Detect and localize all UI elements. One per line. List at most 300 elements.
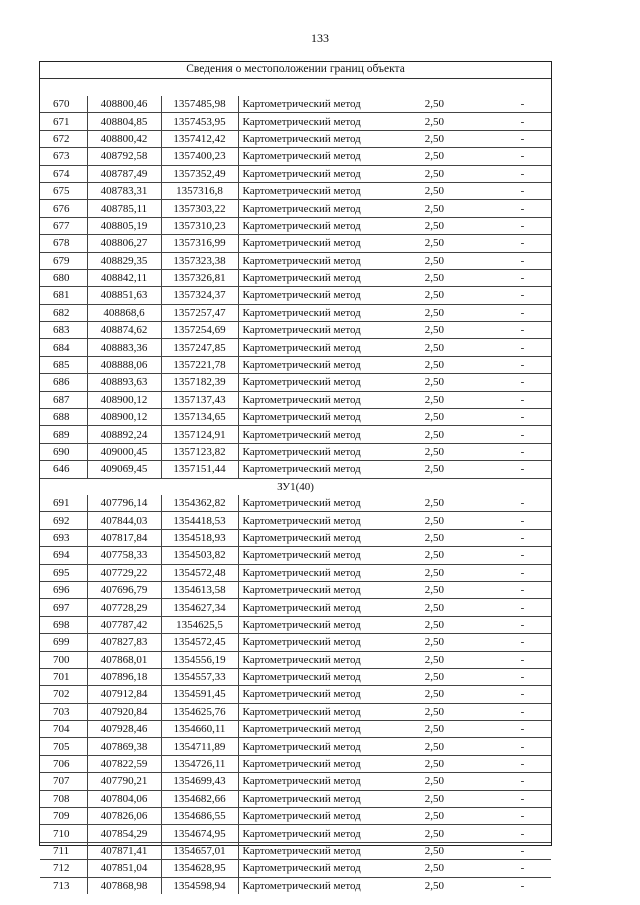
method-cell: Картометрический метод xyxy=(238,495,398,512)
method-cell: Картометрический метод xyxy=(238,738,398,755)
empty-value-cell: - xyxy=(444,217,551,234)
accuracy-cell: 2,50 xyxy=(398,703,444,720)
point-number-cell: 687 xyxy=(40,391,87,408)
empty-value-cell: - xyxy=(444,842,551,859)
method-cell: Картометрический метод xyxy=(238,391,398,408)
point-number-cell: 691 xyxy=(53,497,70,510)
method-cell: Картометрический метод xyxy=(238,634,398,651)
empty-value-cell: - xyxy=(444,200,551,217)
group-header-row xyxy=(40,478,551,495)
point-number-cell: 708 xyxy=(40,790,87,807)
x-coordinate-cell: 408800,42 xyxy=(87,130,161,147)
method-cell: Картометрический метод xyxy=(238,668,398,685)
table-row xyxy=(40,130,551,147)
accuracy-cell: 2,50 xyxy=(398,790,444,807)
point-number-cell: 671 xyxy=(40,113,87,130)
y-coordinate-cell: 1357151,44 xyxy=(161,461,238,478)
point-number-cell: 670 xyxy=(53,98,70,111)
y-coordinate-cell: 1354726,11 xyxy=(161,755,238,772)
point-number-cell: 703 xyxy=(40,703,87,720)
method-cell: Картометрический метод xyxy=(238,130,398,147)
accuracy-cell: 2,50 xyxy=(398,269,444,286)
y-coordinate-cell: 1357400,23 xyxy=(161,148,238,165)
empty-value-cell: - xyxy=(520,98,525,111)
y-coordinate-cell: 1354657,01 xyxy=(161,842,238,859)
section-title: Сведения о местоположении границ объекта xyxy=(186,63,405,75)
empty-value-cell: - xyxy=(444,877,551,894)
accuracy-cell: 2,50 xyxy=(398,235,444,252)
y-coordinate-cell: 1357326,81 xyxy=(161,269,238,286)
point-number-cell: 699 xyxy=(40,634,87,651)
accuracy-cell: 2,50 xyxy=(398,287,444,304)
accuracy-cell: 2,50 xyxy=(398,581,444,598)
method-cell: Картометрический метод xyxy=(238,252,398,269)
x-coordinate-cell: 408783,31 xyxy=(87,182,161,199)
table-row xyxy=(40,755,551,772)
table-row xyxy=(40,443,551,460)
method-cell: Картометрический метод xyxy=(238,808,398,825)
y-coordinate-cell: 1354572,45 xyxy=(161,634,238,651)
x-coordinate-cell: 407912,84 xyxy=(87,686,161,703)
accuracy-cell: 2,50 xyxy=(398,668,444,685)
x-coordinate-cell: 408804,85 xyxy=(87,113,161,130)
method-cell: Картометрический метод xyxy=(238,512,398,529)
table-row xyxy=(40,269,551,286)
table-body xyxy=(40,96,551,894)
y-coordinate-cell: 1357352,49 xyxy=(161,165,238,182)
point-number-cell: 679 xyxy=(40,252,87,269)
table-row xyxy=(40,512,551,529)
x-coordinate-cell: 408900,12 xyxy=(87,409,161,426)
empty-value-cell: - xyxy=(444,616,551,633)
empty-value-cell: - xyxy=(444,235,551,252)
accuracy-cell: 2,50 xyxy=(398,130,444,147)
x-coordinate-cell: 408892,24 xyxy=(87,426,161,443)
accuracy-cell: 2,50 xyxy=(398,616,444,633)
empty-value-cell: - xyxy=(444,581,551,598)
accuracy-cell: 2,50 xyxy=(398,165,444,182)
accuracy-cell: 2,50 xyxy=(398,512,444,529)
method-cell: Картометрический метод xyxy=(238,356,398,373)
y-coordinate-cell: 1357453,95 xyxy=(161,113,238,130)
accuracy-cell: 2,50 xyxy=(398,686,444,703)
empty-value-cell: - xyxy=(444,860,551,877)
point-number-cell: 682 xyxy=(40,304,87,321)
empty-value-cell: - xyxy=(444,339,551,356)
method-cell: Картометрический метод xyxy=(238,148,398,165)
table-row xyxy=(40,721,551,738)
y-coordinate-cell: 1357257,47 xyxy=(161,304,238,321)
table-row xyxy=(40,374,551,391)
method-cell: Картометрический метод xyxy=(238,322,398,339)
y-coordinate-cell: 1354613,58 xyxy=(161,581,238,598)
accuracy-cell: 2,50 xyxy=(398,529,444,546)
method-cell: Картометрический метод xyxy=(238,269,398,286)
empty-value-cell: - xyxy=(444,287,551,304)
empty-value-cell: - xyxy=(444,443,551,460)
table-row xyxy=(40,165,551,182)
method-cell: Картометрический метод xyxy=(238,842,398,859)
empty-value-cell: - xyxy=(444,130,551,147)
table-row xyxy=(40,668,551,685)
method-cell: Картометрический метод xyxy=(238,564,398,581)
accuracy-cell: 2,50 xyxy=(398,322,444,339)
method-cell: Картометрический метод xyxy=(238,339,398,356)
point-number-cell: 692 xyxy=(40,512,87,529)
empty-value-cell: - xyxy=(444,426,551,443)
accuracy-cell: 2,50 xyxy=(398,842,444,859)
table-row xyxy=(40,235,551,252)
x-coordinate-cell: 407868,01 xyxy=(87,651,161,668)
accuracy-cell: 2,50 xyxy=(398,148,444,165)
title-divider xyxy=(40,78,551,79)
y-coordinate-cell: 1354660,11 xyxy=(161,721,238,738)
x-coordinate-cell: 408805,19 xyxy=(87,217,161,234)
accuracy-cell: 2,50 xyxy=(398,755,444,772)
method-cell: Картометрический метод xyxy=(238,686,398,703)
y-coordinate-cell: 1354699,43 xyxy=(161,773,238,790)
x-coordinate-cell: 408806,27 xyxy=(87,235,161,252)
x-coordinate-cell: 408787,49 xyxy=(87,165,161,182)
point-number-cell: 709 xyxy=(40,808,87,825)
y-coordinate-cell: 1357316,99 xyxy=(161,235,238,252)
accuracy-cell: 2,50 xyxy=(398,409,444,426)
table-row xyxy=(40,217,551,234)
accuracy-cell: 2,50 xyxy=(398,773,444,790)
empty-value-cell: - xyxy=(520,497,525,510)
accuracy-cell: 2,50 xyxy=(398,547,444,564)
group-label: ЗУ1(40) xyxy=(40,478,551,495)
accuracy-cell: 2,50 xyxy=(398,634,444,651)
x-coordinate-cell: 407896,18 xyxy=(87,668,161,685)
accuracy-cell: 2,50 xyxy=(398,391,444,408)
y-coordinate-cell: 1354362,82 xyxy=(161,495,238,512)
x-coordinate-cell: 407827,83 xyxy=(87,634,161,651)
y-coordinate-cell: 1354518,93 xyxy=(161,529,238,546)
y-coordinate-cell: 1354711,89 xyxy=(161,738,238,755)
y-coordinate-cell: 1354556,19 xyxy=(161,651,238,668)
x-coordinate-cell: 408851,63 xyxy=(87,287,161,304)
y-coordinate-cell: 1354418,53 xyxy=(161,512,238,529)
table-row xyxy=(40,738,551,755)
point-number-cell: 694 xyxy=(40,547,87,564)
table-row xyxy=(40,391,551,408)
table-row xyxy=(40,842,551,859)
accuracy-cell: 2,50 xyxy=(398,651,444,668)
method-cell: Картометрический метод xyxy=(238,461,398,478)
method-cell: Картометрический метод xyxy=(238,581,398,598)
point-number-cell: 675 xyxy=(40,182,87,199)
empty-value-cell: - xyxy=(444,721,551,738)
point-number-cell: 672 xyxy=(40,130,87,147)
method-cell: Картометрический метод xyxy=(238,599,398,616)
accuracy-cell: 2,50 xyxy=(398,339,444,356)
y-coordinate-cell: 1357123,82 xyxy=(161,443,238,460)
x-coordinate-cell: 408792,58 xyxy=(87,148,161,165)
table-row xyxy=(40,96,551,113)
x-coordinate-cell: 408800,46 xyxy=(87,96,161,113)
x-coordinate-cell: 408874,62 xyxy=(87,322,161,339)
method-cell: Картометрический метод xyxy=(238,96,398,113)
method-cell: Картометрический метод xyxy=(238,529,398,546)
point-number-cell: 707 xyxy=(40,773,87,790)
x-coordinate-cell: 407817,84 xyxy=(87,529,161,546)
x-coordinate-cell: 407787,42 xyxy=(87,616,161,633)
empty-value-cell: - xyxy=(444,165,551,182)
accuracy-cell: 2,50 xyxy=(398,825,444,842)
table-row xyxy=(40,426,551,443)
point-number-cell: 696 xyxy=(40,581,87,598)
table-row xyxy=(40,703,551,720)
point-number-cell: 674 xyxy=(40,165,87,182)
x-coordinate-cell: 407728,29 xyxy=(87,599,161,616)
x-coordinate-cell: 407796,14 xyxy=(87,495,161,512)
table-row xyxy=(40,356,551,373)
table-row xyxy=(40,322,551,339)
x-coordinate-cell: 407826,06 xyxy=(87,808,161,825)
method-cell: Картометрический метод xyxy=(238,409,398,426)
table-row xyxy=(40,409,551,426)
empty-value-cell: - xyxy=(444,529,551,546)
table-row xyxy=(40,182,551,199)
empty-value-cell: - xyxy=(444,252,551,269)
empty-value-cell: - xyxy=(444,512,551,529)
y-coordinate-cell: 1354674,95 xyxy=(161,825,238,842)
method-cell: Картометрический метод xyxy=(238,773,398,790)
empty-value-cell: - xyxy=(444,374,551,391)
method-cell: Картометрический метод xyxy=(238,825,398,842)
table-row xyxy=(40,790,551,807)
y-coordinate-cell: 1357254,69 xyxy=(161,322,238,339)
empty-value-cell: - xyxy=(444,461,551,478)
table-row xyxy=(40,113,551,130)
method-cell: Картометрический метод xyxy=(238,443,398,460)
method-cell: Картометрический метод xyxy=(238,790,398,807)
y-coordinate-cell: 1357310,23 xyxy=(161,217,238,234)
method-cell: Картометрический метод xyxy=(238,860,398,877)
accuracy-cell: 2,50 xyxy=(398,200,444,217)
empty-value-cell: - xyxy=(444,356,551,373)
point-number-cell: 710 xyxy=(40,825,87,842)
method-cell: Картометрический метод xyxy=(238,200,398,217)
x-coordinate-cell: 407928,46 xyxy=(87,721,161,738)
method-cell: Картометрический метод xyxy=(238,374,398,391)
method-cell: Картометрический метод xyxy=(238,304,398,321)
point-number-cell: 683 xyxy=(40,322,87,339)
y-coordinate-cell: 1354557,33 xyxy=(161,668,238,685)
x-coordinate-cell: 408888,06 xyxy=(87,356,161,373)
table-row xyxy=(40,304,551,321)
x-coordinate-cell: 407804,06 xyxy=(87,790,161,807)
method-cell: Картометрический метод xyxy=(238,547,398,564)
x-coordinate-cell: 409000,45 xyxy=(87,443,161,460)
y-coordinate-cell: 1357182,39 xyxy=(161,374,238,391)
y-coordinate-cell: 1354598,94 xyxy=(161,877,238,894)
point-number-cell: 695 xyxy=(40,564,87,581)
point-number-cell: 681 xyxy=(40,287,87,304)
empty-value-cell: - xyxy=(444,686,551,703)
table-row xyxy=(40,616,551,633)
method-cell: Картометрический метод xyxy=(238,113,398,130)
y-coordinate-cell: 1354625,76 xyxy=(161,703,238,720)
empty-value-cell: - xyxy=(444,304,551,321)
accuracy-cell: 2,50 xyxy=(398,860,444,877)
empty-value-cell: - xyxy=(444,703,551,720)
table-row xyxy=(40,860,551,877)
method-cell: Картометрический метод xyxy=(238,165,398,182)
x-coordinate-cell: 407844,03 xyxy=(87,512,161,529)
y-coordinate-cell: 1357124,91 xyxy=(161,426,238,443)
x-coordinate-cell: 408785,11 xyxy=(87,200,161,217)
y-coordinate-cell: 1354591,45 xyxy=(161,686,238,703)
empty-value-cell: - xyxy=(444,391,551,408)
y-coordinate-cell: 1354628,95 xyxy=(161,860,238,877)
empty-value-cell: - xyxy=(444,409,551,426)
accuracy-cell: 2,50 xyxy=(398,721,444,738)
empty-value-cell: - xyxy=(444,564,551,581)
point-number-cell: 688 xyxy=(40,409,87,426)
table-row xyxy=(40,651,551,668)
point-number-cell: 713 xyxy=(40,877,87,894)
table-row xyxy=(40,634,551,651)
point-number-cell: 704 xyxy=(40,721,87,738)
y-coordinate-cell: 1357412,42 xyxy=(161,130,238,147)
empty-value-cell: - xyxy=(444,790,551,807)
empty-value-cell: - xyxy=(444,651,551,668)
table-row xyxy=(40,564,551,581)
method-cell: Картометрический метод xyxy=(238,703,398,720)
accuracy-cell: 2,50 xyxy=(398,599,444,616)
x-coordinate-cell: 407822,59 xyxy=(87,755,161,772)
method-cell: Картометрический метод xyxy=(238,182,398,199)
point-number-cell: 712 xyxy=(40,860,87,877)
point-number-cell: 677 xyxy=(40,217,87,234)
point-number-cell: 680 xyxy=(40,269,87,286)
table-row xyxy=(40,825,551,842)
x-coordinate-cell: 407696,79 xyxy=(87,581,161,598)
table-row xyxy=(40,200,551,217)
x-coordinate-cell: 408868,6 xyxy=(87,304,161,321)
table-row xyxy=(40,773,551,790)
point-number-cell: 693 xyxy=(40,529,87,546)
y-coordinate-cell: 1357134,65 xyxy=(161,409,238,426)
table-row xyxy=(40,877,551,894)
accuracy-cell: 2,50 xyxy=(398,374,444,391)
table-row xyxy=(40,148,551,165)
empty-value-cell: - xyxy=(444,322,551,339)
x-coordinate-cell: 407790,21 xyxy=(87,773,161,790)
y-coordinate-cell: 1354625,5 xyxy=(161,616,238,633)
table-row xyxy=(40,461,551,478)
y-coordinate-cell: 1354627,34 xyxy=(161,599,238,616)
point-number-cell: 686 xyxy=(40,374,87,391)
table-row xyxy=(40,599,551,616)
point-number-cell: 698 xyxy=(40,616,87,633)
accuracy-cell: 2,50 xyxy=(424,98,444,111)
empty-value-cell: - xyxy=(444,148,551,165)
method-cell: Картометрический метод xyxy=(238,877,398,894)
empty-value-cell: - xyxy=(444,808,551,825)
x-coordinate-cell: 407869,38 xyxy=(87,738,161,755)
table-row xyxy=(40,287,551,304)
x-coordinate-cell: 408842,11 xyxy=(87,269,161,286)
table-row xyxy=(40,339,551,356)
method-cell: Картометрический метод xyxy=(238,235,398,252)
y-coordinate-cell: 1354686,55 xyxy=(161,808,238,825)
accuracy-cell: 2,50 xyxy=(398,217,444,234)
method-cell: Картометрический метод xyxy=(238,616,398,633)
accuracy-cell: 2,50 xyxy=(424,497,444,510)
empty-value-cell: - xyxy=(444,547,551,564)
point-number-cell: 684 xyxy=(40,339,87,356)
y-coordinate-cell: 1354503,82 xyxy=(161,547,238,564)
x-coordinate-cell: 407758,33 xyxy=(87,547,161,564)
x-coordinate-cell: 408883,36 xyxy=(87,339,161,356)
point-number-cell: 646 xyxy=(40,461,87,478)
y-coordinate-cell: 1357323,38 xyxy=(161,252,238,269)
accuracy-cell: 2,50 xyxy=(398,443,444,460)
y-coordinate-cell: 1357316,8 xyxy=(161,182,238,199)
empty-value-cell: - xyxy=(444,773,551,790)
y-coordinate-cell: 1357303,22 xyxy=(161,200,238,217)
x-coordinate-cell: 407920,84 xyxy=(87,703,161,720)
method-cell: Картометрический метод xyxy=(238,287,398,304)
point-number-cell: 676 xyxy=(40,200,87,217)
accuracy-cell: 2,50 xyxy=(398,356,444,373)
accuracy-cell: 2,50 xyxy=(398,461,444,478)
point-number-cell: 705 xyxy=(40,738,87,755)
accuracy-cell: 2,50 xyxy=(398,426,444,443)
y-coordinate-cell: 1357247,85 xyxy=(161,339,238,356)
empty-value-cell: - xyxy=(444,668,551,685)
table-row xyxy=(40,686,551,703)
accuracy-cell: 2,50 xyxy=(398,877,444,894)
x-coordinate-cell: 407871,41 xyxy=(87,842,161,859)
point-number-cell: 678 xyxy=(40,235,87,252)
empty-value-cell: - xyxy=(444,825,551,842)
boundary-coordinates-table xyxy=(40,96,551,894)
method-cell: Картометрический метод xyxy=(238,755,398,772)
point-number-cell: 701 xyxy=(40,668,87,685)
x-coordinate-cell: 408900,12 xyxy=(87,391,161,408)
empty-value-cell: - xyxy=(444,599,551,616)
x-coordinate-cell: 408829,35 xyxy=(87,252,161,269)
y-coordinate-cell: 1357485,98 xyxy=(161,96,238,113)
method-cell: Картометрический метод xyxy=(238,721,398,738)
x-coordinate-cell: 407854,29 xyxy=(87,825,161,842)
point-number-cell: 702 xyxy=(40,686,87,703)
y-coordinate-cell: 1357221,78 xyxy=(161,356,238,373)
point-number-cell: 706 xyxy=(40,755,87,772)
x-coordinate-cell: 407851,04 xyxy=(87,860,161,877)
y-coordinate-cell: 1354682,66 xyxy=(161,790,238,807)
y-coordinate-cell: 1354572,48 xyxy=(161,564,238,581)
method-cell: Картометрический метод xyxy=(238,426,398,443)
empty-value-cell: - xyxy=(444,634,551,651)
accuracy-cell: 2,50 xyxy=(398,182,444,199)
empty-value-cell: - xyxy=(444,755,551,772)
accuracy-cell: 2,50 xyxy=(398,252,444,269)
x-coordinate-cell: 408893,63 xyxy=(87,374,161,391)
empty-value-cell: - xyxy=(444,182,551,199)
table-row xyxy=(40,252,551,269)
point-number-cell: 690 xyxy=(40,443,87,460)
accuracy-cell: 2,50 xyxy=(398,564,444,581)
table-row xyxy=(40,529,551,546)
y-coordinate-cell: 1357324,37 xyxy=(161,287,238,304)
point-number-cell: 689 xyxy=(40,426,87,443)
accuracy-cell: 2,50 xyxy=(398,808,444,825)
